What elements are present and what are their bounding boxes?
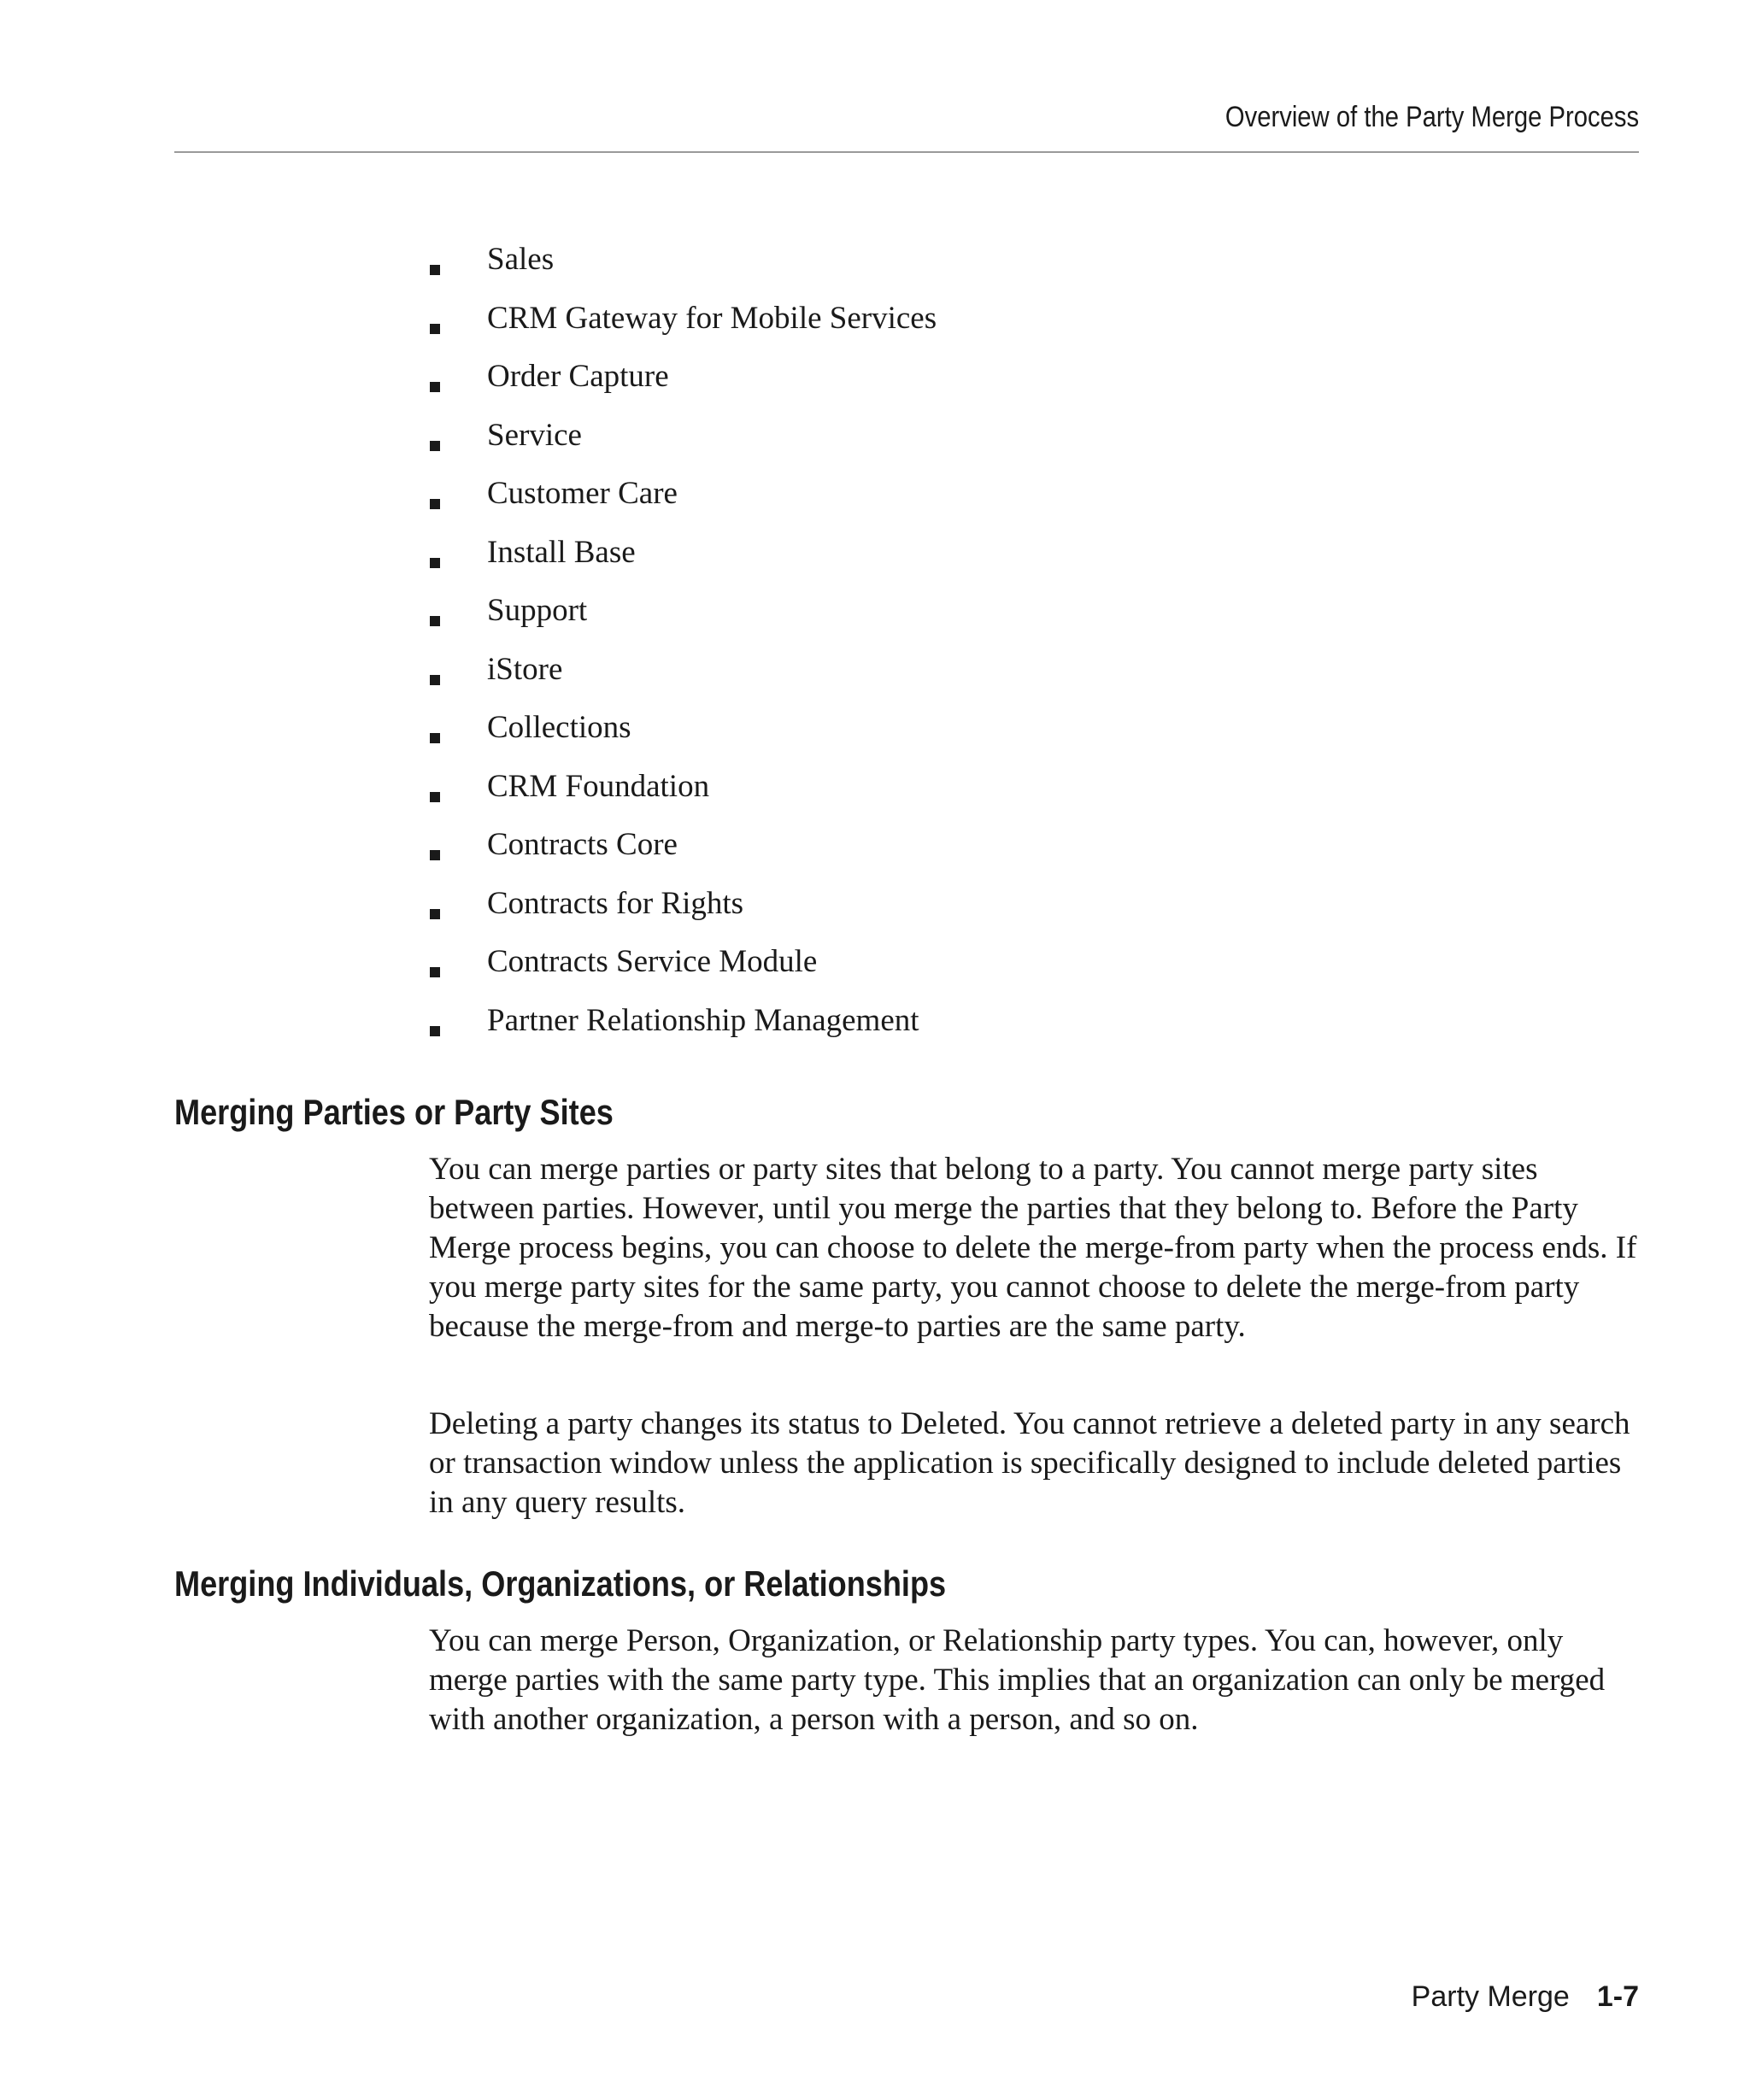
list-item (427, 592, 937, 651)
list-item-label: Contracts Core (487, 827, 678, 862)
list-item-label: Order Capture (487, 359, 669, 394)
body-paragraph: You can merge Person, Organization, or Relationship party types. You can, however, only merge parties with the same party type. This implies that an organization can only be merged with another organization, a person with a person, and so on. (429, 1623, 1606, 1737)
square-bullet-icon (430, 265, 440, 275)
list-item-label: Partner Relationship Management (487, 1002, 919, 1038)
section-heading-individuals-organizations: Merging Individuals, Organizations, or Relationships (174, 1563, 947, 1604)
list-item-label: Install Base (487, 534, 636, 570)
list-item (427, 709, 937, 768)
list-item (427, 300, 937, 359)
list-item-label: CRM Gateway for Mobile Services (487, 300, 937, 336)
square-bullet-icon (430, 558, 440, 568)
square-bullet-icon (430, 909, 440, 919)
square-bullet-icon (430, 441, 440, 451)
list-item (427, 1002, 937, 1061)
list-item (427, 768, 937, 827)
list-item-label: Support (487, 593, 588, 628)
page-number: 1-7 (1596, 1980, 1639, 2013)
list-item-label: Service (487, 417, 582, 453)
list-item (427, 826, 937, 885)
list-item (427, 475, 937, 534)
square-bullet-icon (430, 324, 440, 334)
header-rule (174, 151, 1639, 153)
body-paragraph: Deleting a party changes its status to Deleted. You cannot retrieve a deleted party in any search or transaction window unless the application is specifically designed to include deleted parties in any query results. (429, 1406, 1630, 1520)
footer-section-name: Party Merge (1411, 1980, 1570, 2013)
section-heading-parties-sites: Merging Parties or Party Sites (174, 1092, 614, 1132)
square-bullet-icon (430, 850, 440, 860)
list-item (427, 241, 937, 300)
list-item-label: Collections (487, 710, 631, 745)
square-bullet-icon (430, 733, 440, 743)
list-item (427, 417, 937, 476)
list-item-label: iStore (487, 651, 563, 687)
list-item-label: Sales (487, 242, 555, 277)
square-bullet-icon (430, 1026, 440, 1036)
list-item-label: Customer Care (487, 476, 678, 511)
list-item-label: CRM Foundation (487, 768, 710, 804)
product-bullet-list (427, 241, 937, 1060)
list-item-label: Contracts for Rights (487, 885, 744, 921)
square-bullet-icon (430, 967, 440, 977)
list-item (427, 943, 937, 1002)
square-bullet-icon (430, 792, 440, 802)
list-item (427, 651, 937, 710)
body-paragraph: You can merge parties or party sites that belong to a party. You cannot merge party sites between parties. However, until you merge the parties that they belong to. Before the Party Merge process begins, you can choose to delete the merge-from party when the process ends. If you merge party sites for the same party, you cannot choose to delete the merge-from party because the merge-from and merge-to parties are the same party. (429, 1152, 1637, 1344)
list-item (427, 534, 937, 593)
page-footer (1412, 1980, 1639, 2014)
running-header: Overview of the Party Merge Process (1224, 101, 1639, 133)
square-bullet-icon (430, 382, 440, 392)
square-bullet-icon (430, 675, 440, 685)
square-bullet-icon (430, 616, 440, 626)
list-item-label: Contracts Service Module (487, 944, 818, 979)
square-bullet-icon (430, 499, 440, 509)
list-item (427, 358, 937, 417)
list-item (427, 885, 937, 944)
